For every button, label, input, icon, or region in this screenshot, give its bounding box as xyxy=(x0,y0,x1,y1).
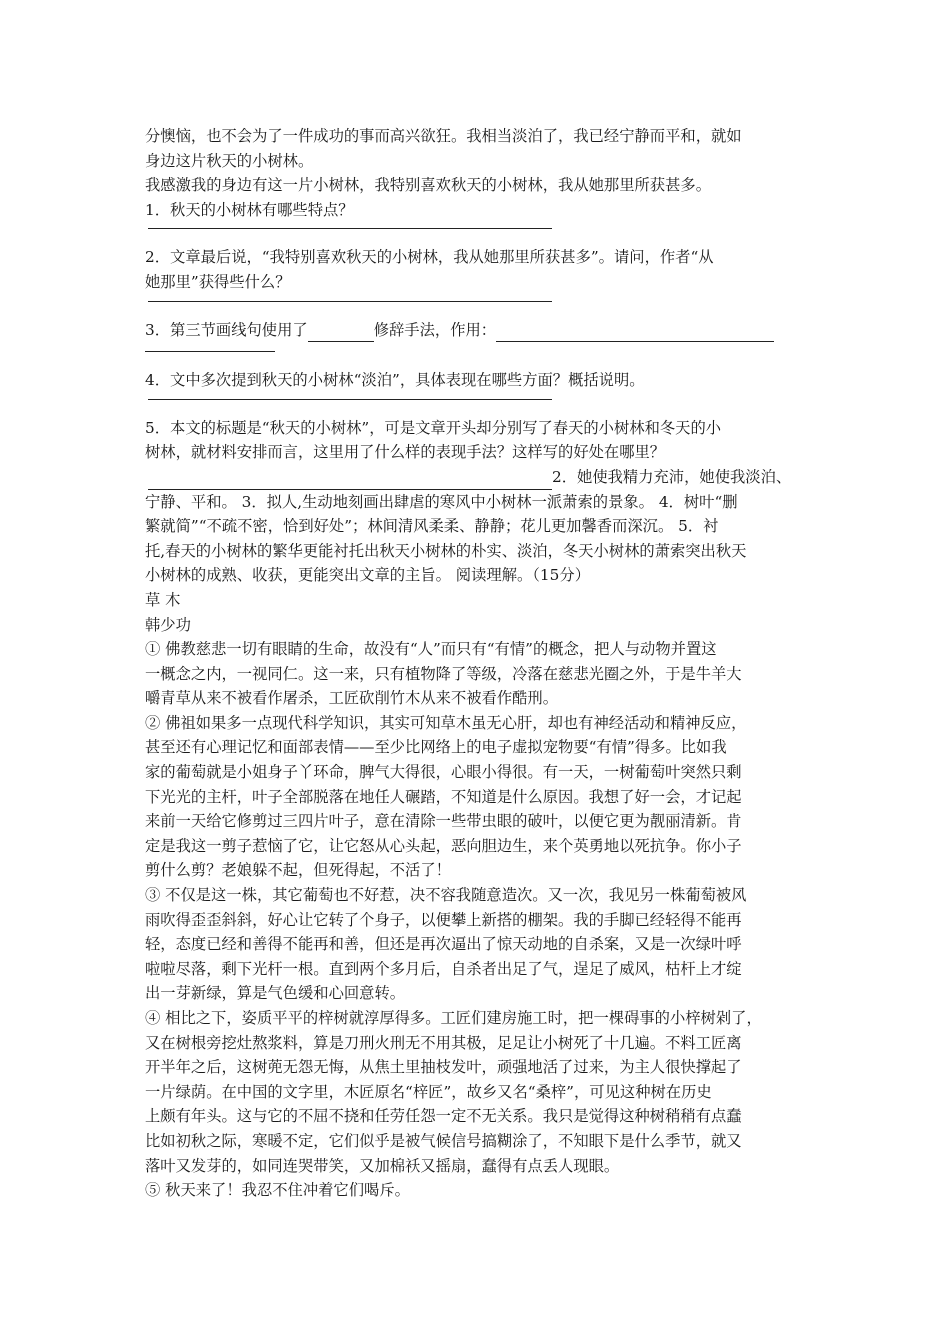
article-line: ① 佛教慈悲一切有眼睛的生命，故没有“人”而只有“有情”的概念，把人与动物并置这 xyxy=(145,640,717,659)
article-line: 下光光的主杆，叶子全部脱落在地任人碾踏，不知道是什么原因。我想了好一会，才记起 xyxy=(145,787,742,806)
answer-blank-line[interactable] xyxy=(148,475,552,490)
answer-blank-line[interactable] xyxy=(148,301,552,302)
article-title: 草 木 xyxy=(145,590,181,609)
question-1: 1．秋天的小树林有哪些特点？ xyxy=(145,200,354,219)
article-line: 比如初秋之际，寒暖不定，它们似乎是被气候信号搞糊涂了，不知眼下是什么季节，就又 xyxy=(145,1131,742,1150)
document-page xyxy=(145,124,813,1203)
article-line: 一概念之内，一视同仁。这一来，只有植物降了等级，冷落在慈悲光圈之外，于是牛羊大 xyxy=(145,664,742,683)
article-body xyxy=(145,637,813,1203)
article-line: 剪什么剪？老娘躲不起，但死得起，不活了！ xyxy=(145,861,451,880)
article-line: 上颇有年头。这与它的不屈不挠和任劳任怨一定不无关系。我只是觉得这种树稍稍有点蠢 xyxy=(145,1107,742,1126)
question-4: 4．文中多次提到秋天的小树林“淡泊”，具体表现在哪些方面？概括说明。 xyxy=(145,371,645,390)
answer-key-text: 2．她使我精力充沛，她使我淡泊、 xyxy=(552,467,792,486)
question-3-text-a: 3．第三节画线句使用了 xyxy=(145,320,308,339)
article-line: ② 佛祖如果多一点现代科学知识，其实可知草木虽无心肝，却也有神经活动和精神反应， xyxy=(145,713,747,732)
answer-blank-line[interactable] xyxy=(148,228,552,229)
article-author: 韩少功 xyxy=(145,615,191,634)
article-line: 来前一天给它修剪过三四片叶子，意在清除一些带虫眼的破叶，以便它更为靓丽清新。肯 xyxy=(145,812,742,831)
answer-blank-line[interactable] xyxy=(148,399,552,400)
question-2-line-1: 2．文章最后说，“我特别喜欢秋天的小树林，我从她那里所获甚多”。请问，作者“从 xyxy=(145,248,714,267)
question-5-line-1: 5．本文的标题是“秋天的小树林”，可是文章开头却分别写了春天的小树林和冬天的小 xyxy=(145,418,722,437)
answer-key-line-1 xyxy=(145,465,813,490)
article-line: 一片绿荫。在中国的文字里，木匠原名“梓匠”，故乡又名“桑梓”，可见这种树在历史 xyxy=(145,1082,712,1101)
text-line: 我感激我的身边有这一片小树林，我特别喜欢秋天的小树林，我从她那里所获甚多。 xyxy=(145,176,711,195)
article-line: 落叶又发芽的，如同连哭带笑，又加棉袄又摇扇，蠢得有点丢人现眼。 xyxy=(145,1156,620,1175)
article-line: 定是我这一剪子惹恼了它，让它怒从心头起，恶向胆边生，来个英勇地以死抗争。你小子 xyxy=(145,836,742,855)
rhetoric-blank[interactable] xyxy=(308,327,374,342)
article-line: 嚼青草从来不被看作屠杀，工匠砍削竹木从来不被看作酷刑。 xyxy=(145,689,559,708)
article-line: 甚至还有心理记忆和面部表情——至少比网络上的电子虚拟宠物要“有情”得多。比如我 xyxy=(145,738,727,757)
answer-key-line: 宁静、平和。 3．拟人,生动地刻画出肆虐的寒风中小树林一派萧索的景象。 4．树叶“删 xyxy=(145,492,738,511)
article-line: ⑤ 秋天来了！我忍不住冲着它们喝斥。 xyxy=(145,1181,410,1200)
question-2-line-2: 她那里”获得些什么？ xyxy=(145,272,291,291)
question-5-line-2: 树林，就材料安排而言，这里用了什么样的表现手法？这样写的好处在哪里？ xyxy=(145,443,666,462)
answer-key-line: 繁就简”“不疏不密，恰到好处”；林间清风柔柔、静静；花儿更加馨香而深沉。 5．衬 xyxy=(145,517,719,536)
article-line: ④ 相比之下，姿质平平的梓树就淳厚得多。工匠们建房施工时，把一棵碍事的小梓树剁了， xyxy=(145,1009,762,1027)
article-line: 啦啦尽落，剩下光杆一根。直到两个多月后，自杀者出足了气，逞足了威风，枯杆上才绽 xyxy=(145,959,742,978)
text-line: 身边这片秋天的小树林。 xyxy=(145,151,314,170)
article-line: 开半年之后，这树蔸无怨无悔，从焦土里抽枝发叶，顽强地活了过来，为主人很快撑起了 xyxy=(145,1058,742,1077)
answer-key-line: 托,春天的小树林的繁华更能衬托出秋天小树林的朴实、淡泊，冬天小树林的萧索突出秋天 xyxy=(145,541,747,560)
question-3 xyxy=(145,318,813,343)
question-3-text-b: 修辞手法，作用： xyxy=(373,320,497,339)
text-line: 分懊恼，也不会为了一件成功的事而高兴欲狂。我相当淡泊了，我已经宁静而平和，就如 xyxy=(145,127,742,145)
answer-blank-line[interactable] xyxy=(145,351,275,352)
article-line: 轻，态度已经和善得不能再和善，但还是再次逼出了惊天动地的自杀案，又是一次绿叶呼 xyxy=(145,935,742,954)
answer-key-line: 小树林的成熟、收获，更能突出文章的主旨。 阅读理解。（15分） xyxy=(145,566,590,585)
article-line: 雨吹得歪歪斜斜，好心让它转了个身子，以便攀上新搭的棚架。我的手脚已经轻得不能再 xyxy=(145,910,742,929)
effect-blank[interactable] xyxy=(496,327,774,342)
article-line: ③ 不仅是这一株，其它葡萄也不好惹，决不容我随意造次。又一次，我见另一株葡萄被风 xyxy=(145,886,747,905)
article-line: 又在树根旁挖灶熬浆料，算是刀刑火刑无不用其极，足足让小树死了十几遍。不料工匠离 xyxy=(145,1033,742,1052)
article-line: 出一芽新绿，算是气色缓和心回意转。 xyxy=(145,984,406,1003)
article-line: 家的葡萄就是小姐身子丫环命，脾气大得很，心眼小得很。有一天，一树葡萄叶突然只剩 xyxy=(145,763,742,782)
